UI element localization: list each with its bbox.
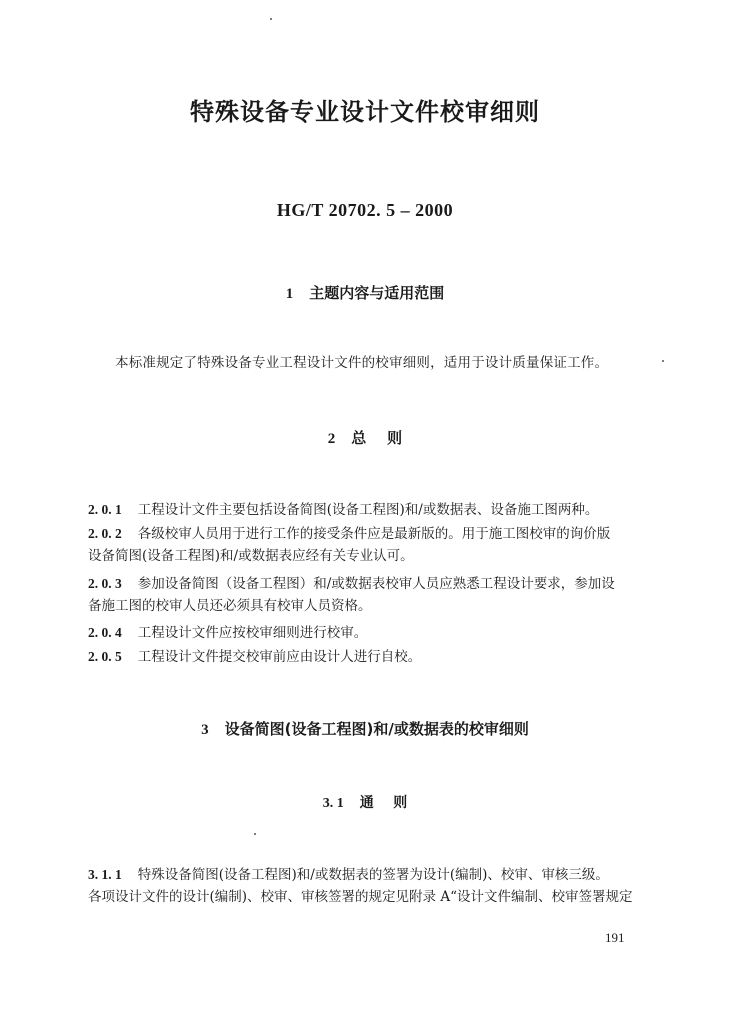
- section-3-heading: [0, 718, 730, 739]
- clause-number: 2. 0. 4: [88, 625, 122, 640]
- clause-number: 2. 0. 3: [88, 576, 122, 591]
- section-number: 2: [327, 431, 336, 447]
- clause-number: 2. 0. 5: [88, 649, 122, 664]
- clause-text: 参加设备简图（设备工程图）和/或数据表校审人员应熟悉工程设计要求，参加设: [137, 576, 615, 592]
- clause-text-continued: 设备简图(设备工程图)和/或数据表应经有关专业认可。: [88, 548, 414, 564]
- section-2-heading: [0, 427, 730, 448]
- clause-3-1-1: [88, 864, 688, 908]
- clause-number: 2. 0. 2: [88, 526, 122, 541]
- section-number: 1: [285, 286, 294, 302]
- subsection-number: 3. 1: [322, 796, 344, 811]
- clause-text-continued: 备施工图的校审人员还必须具有校审人员资格。: [88, 598, 372, 614]
- section-1-body: 本标准规定了特殊设备专业工程设计文件的校审细则，适用于设计质量保证工作。: [115, 355, 609, 371]
- clause-text: 各级校审人员用于进行工作的接受条件应是最新版的。用于施工图校审的询价版: [137, 526, 611, 542]
- subsection-3-1-heading: [0, 792, 730, 812]
- document-title: 特殊设备专业设计文件校审细则: [190, 98, 540, 126]
- clause-text: 工程设计文件提交校审前应由设计人进行自校。: [137, 649, 422, 665]
- clause-2-0-1: [88, 499, 663, 521]
- section-title: 总 则: [351, 429, 403, 447]
- scan-speck: [270, 18, 272, 20]
- scan-speck: [254, 833, 256, 835]
- section-number: 3: [201, 722, 209, 738]
- section-title: 设备简图(设备工程图)和/或数据表的校审细则: [224, 720, 529, 738]
- clause-2-0-3: [88, 573, 663, 617]
- clause-text: 工程设计文件应按校审细则进行校审。: [137, 625, 368, 641]
- subsection-title: 通 则: [359, 795, 408, 811]
- section-title: 主题内容与适用范围: [309, 284, 445, 302]
- clause-2-0-4: [88, 622, 663, 644]
- clause-text: 特殊设备简图(设备工程图)和/或数据表的签署为设计(编制)、校审、审核三级。: [137, 867, 609, 883]
- clause-2-0-5: [88, 646, 663, 668]
- scan-speck: [662, 360, 664, 362]
- section-1-heading: [0, 282, 730, 303]
- standard-code: HG/T 20702. 5 – 2000: [276, 200, 454, 220]
- clause-text: 工程设计文件主要包括设备简图(设备工程图)和/或数据表、设备施工图两种。: [137, 502, 599, 518]
- clause-number: 3. 1. 1: [88, 867, 122, 882]
- clause-number: 2. 0. 1: [88, 502, 122, 517]
- clause-text-continued: 各项设计文件的设计(编制)、校审、审核签署的规定见附录 A“设计文件编制、校审签署规定: [88, 889, 633, 905]
- page-number: 191: [605, 930, 625, 945]
- clause-2-0-2: [88, 523, 663, 567]
